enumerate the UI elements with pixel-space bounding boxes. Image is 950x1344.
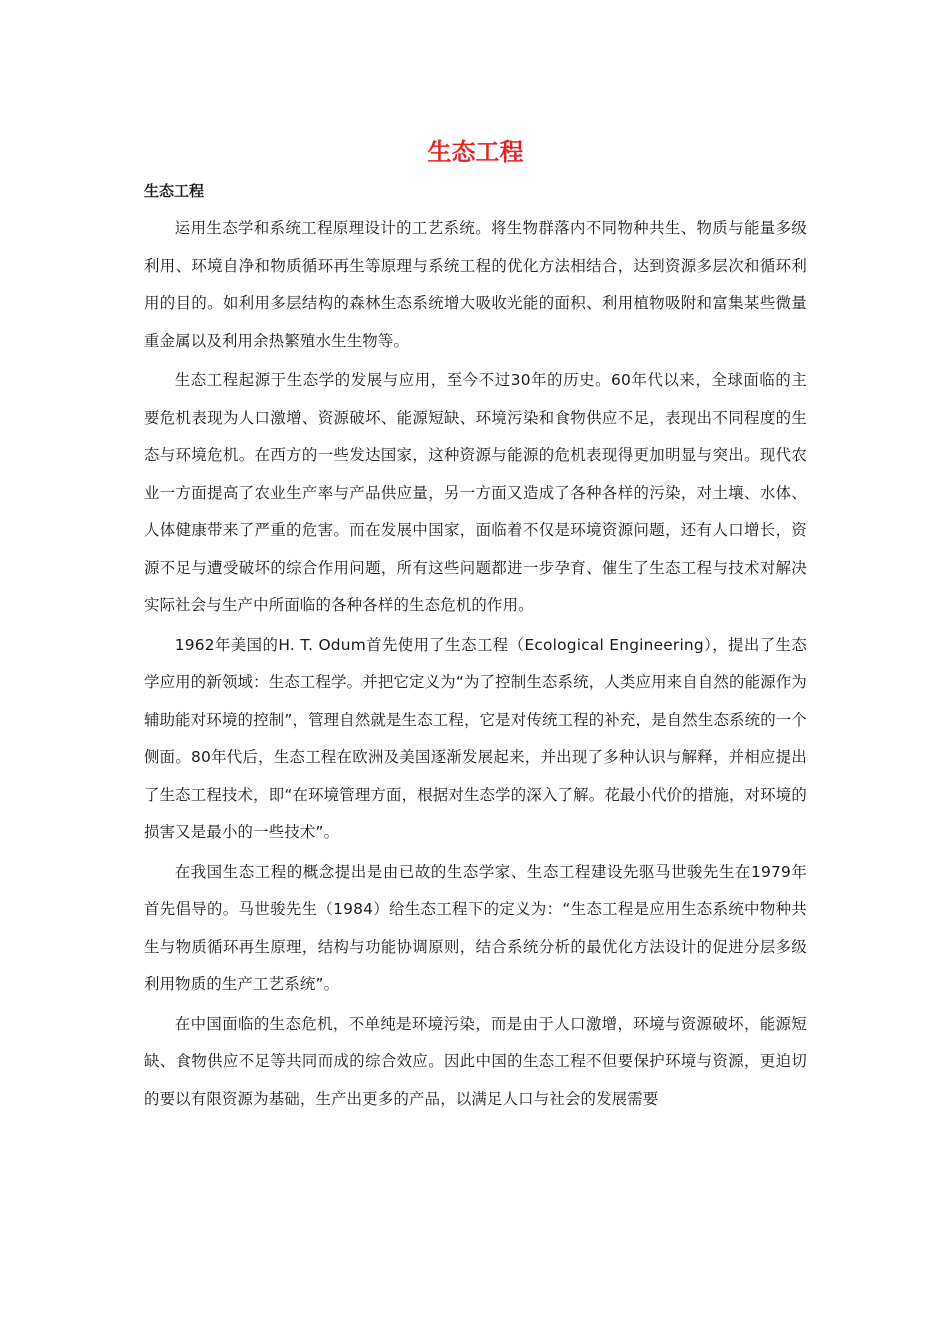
section-heading: 生态工程 (144, 182, 205, 200)
paragraph-definition: 运用生态学和系统工程原理设计的工艺系统。将生物群落内不同物种共生、物质与能量多级利用、环境自净和物质循环再生等原理与系统工程的优化方法相结合，达到资源多层次和循环利用的目的。如利用多层结构的森林生态系统增大吸收光能的面积、利用植物吸附和富集某些微量重金属以及利用余热繁殖水生生物等。 (144, 219, 807, 350)
document-title: 生态工程 (427, 138, 524, 166)
paragraph-origin: 生态工程起源于生态学的发展与应用，至今不过30年的历史。60年代以来，全球面临的主要危机表现为人口激增、资源破坏、能源短缺、环境污染和食物供应不足，表现出不同程度的生态与环境危机。在西方的一些发达国家，这种资源与能源的危机表现得更加明显与突出。现代农业一方面提高了农业生产率与产品供应量，另一方面又造成了各种各样的污染，对土壤、水体、人体健康带来了严重的危害。而在发展中国家，面临着不仅是环境资源问题，还有人口增长，资源不足与遭受破坏的综合作用问题，所有这些问题都进一步孕育、催生了生态工程与技术对解决实际社会与生产中所面临的各种各样的生态危机的作用。 (144, 371, 807, 614)
paragraph-odum: 1962年美国的H. T. Odum首先使用了生态工程（Ecological Engineering），提出了生态学应用的新领域：生态工程学。并把它定义为“为了控制生态系统，人类应用来自自然的能源作为辅助能对环境的控制”，管理自然就是生态工程，它是对传统工程的补充，是自然生态系统的一个侧面。80年代后，生态工程在欧洲及美国逐渐发展起来，并出现了多种认识与解释，并相应提出了生态工程技术，即“在环境管理方面，根据对生态学的深入了解。花最小代价的措施，对环境的损害又是最小的一些技术”。 (144, 635, 807, 841)
paragraph-china-concept: 在我国生态工程的概念提出是由已故的生态学家、生态工程建设先驱马世骏先生在1979年首先倡导的。马世骏先生（1984）给生态工程下的定义为：“生态工程是应用生态系统中物种共生与物质循环再生原理，结构与功能协调原则，结合系统分析的最优化方法设计的促进分层多级利用物质的生产工艺系统”。 (144, 862, 807, 993)
paragraph-china-crisis: 在中国面临的生态危机，不单纯是环境污染，而是由于人口激增，环境与资源破坏，能源短缺、食物供应不足等共同而成的综合效应。因此中国的生态工程不但要保护环境与资源，更迫切的要以有限资源为基础，生产出更多的产品，以满足人口与社会的发展需要 (144, 1014, 807, 1108)
